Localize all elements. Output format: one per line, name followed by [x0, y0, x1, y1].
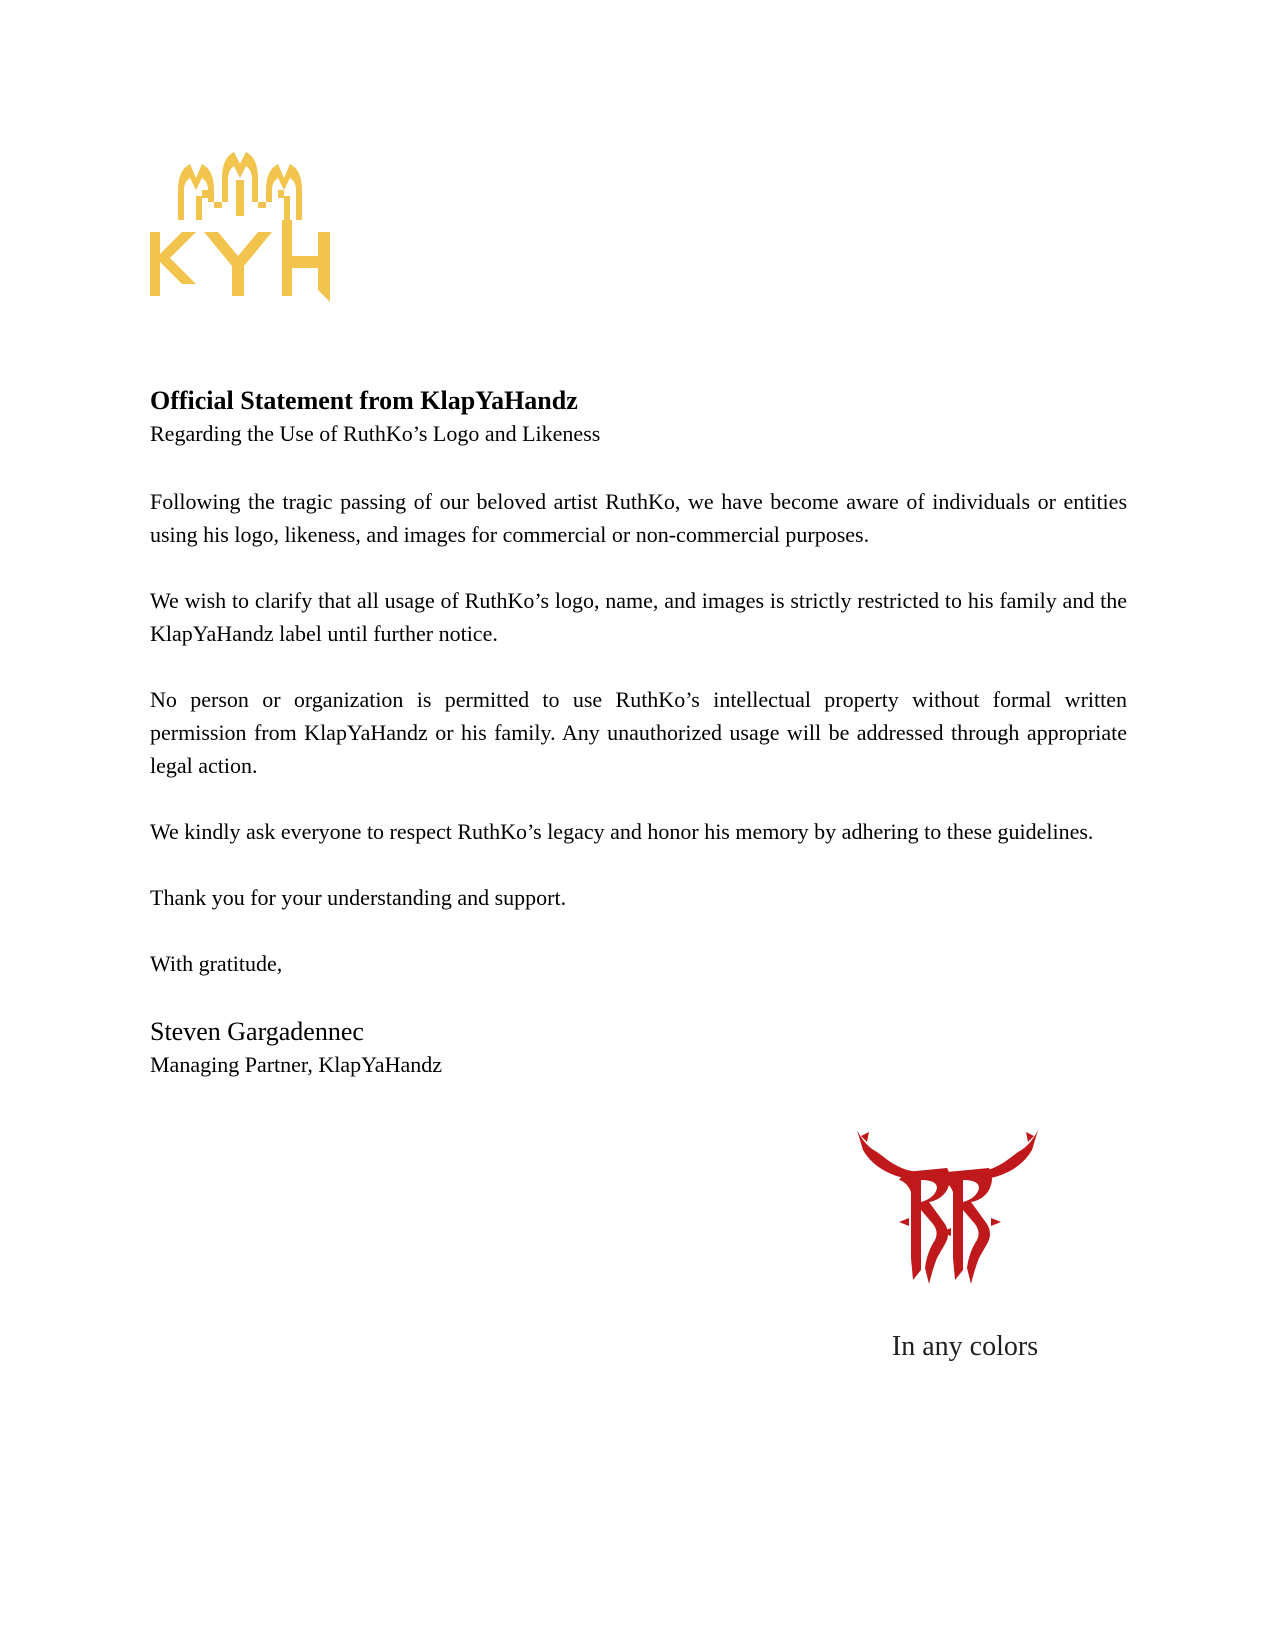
statement-subtitle: Regarding the Use of RuthKo’s Logo and Likeness — [150, 421, 601, 446]
paragraph: Following the tragic passing of our beloved artist RuthKo, we have become aware of individuals or entities using his logo, likeness, and images for commercial or non-commercial purposes. — [150, 489, 1127, 547]
statement-title: Official Statement from KlapYaHandz — [150, 386, 578, 415]
paragraph: We kindly ask everyone to respect RuthKo’s legacy and honor his memory by adhering to these guidelines. — [150, 819, 1094, 844]
rk-horned-logo-icon — [855, 1128, 1040, 1286]
logo-caption: In any colors — [891, 1331, 1039, 1362]
kyh-logo-icon — [150, 150, 340, 310]
statement-body — [150, 385, 1127, 1080]
signer-name: Steven Gargadennec — [150, 1017, 364, 1046]
paragraph: No person or organization is permitted to use RuthKo’s intellectual property without formal written permission from KlapYaHandz or his family. Any unauthorized usage will be addressed through appropriate legal action. — [150, 687, 1127, 778]
signer-role: Managing Partner, KlapYaHandz — [150, 1052, 442, 1077]
signature-block — [150, 1016, 1127, 1080]
paragraph: Thank you for your understanding and support. — [150, 885, 567, 910]
paragraph: We wish to clarify that all usage of RuthKo’s logo, name, and images is strictly restricted to his family and the KlapYaHandz label until further notice. — [150, 588, 1127, 646]
closing-line: With gratitude, — [150, 951, 283, 976]
